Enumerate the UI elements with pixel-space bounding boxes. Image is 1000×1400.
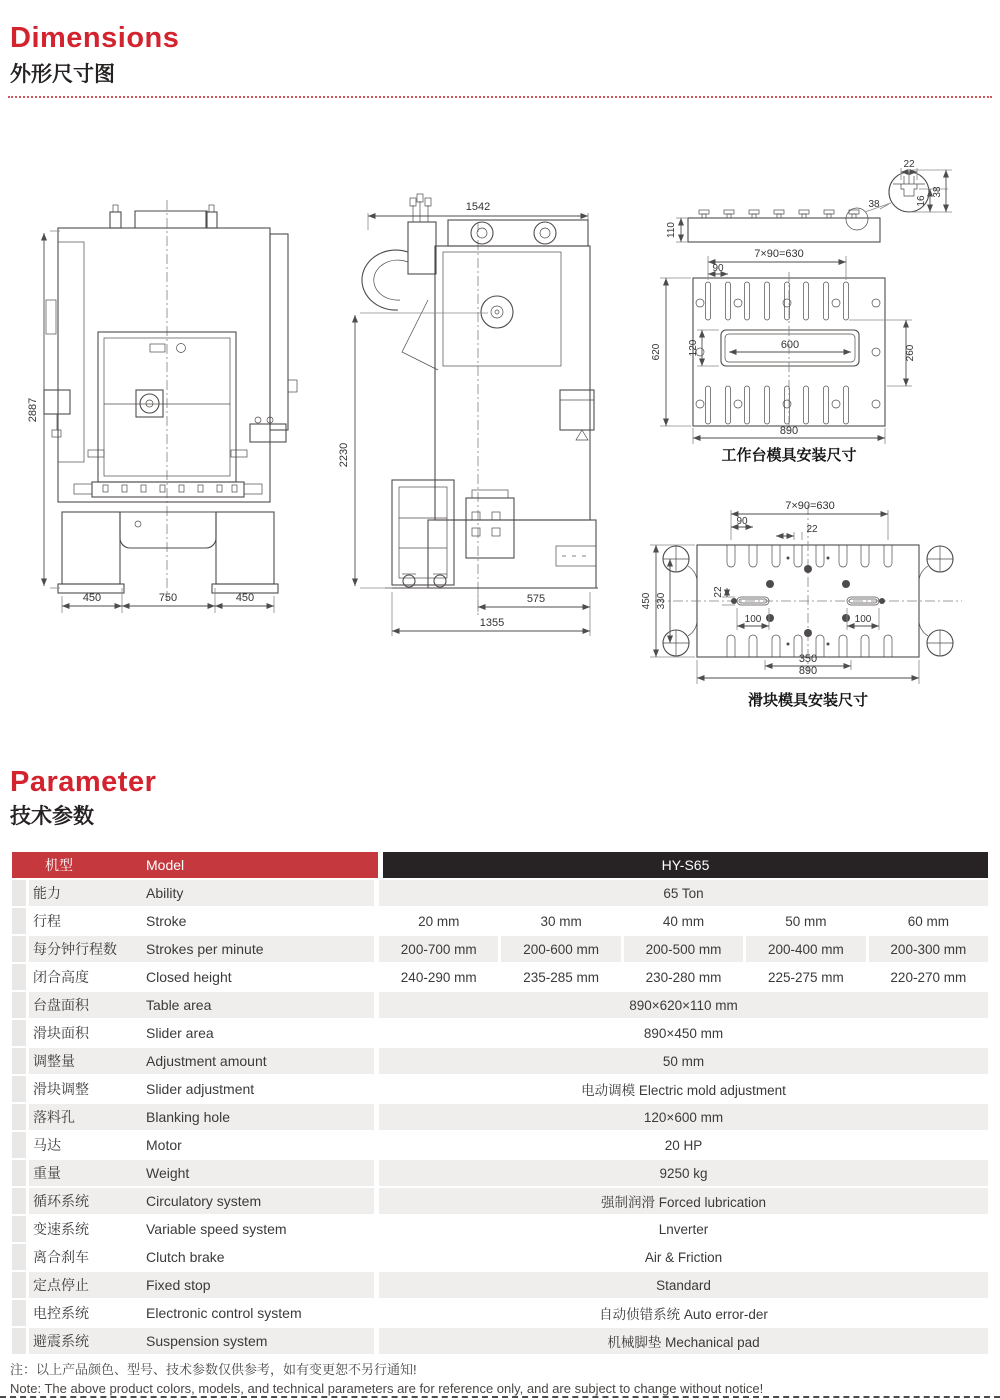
row-accent-stub xyxy=(12,964,26,990)
row-accent-stub xyxy=(12,1216,26,1242)
row-accent-stub xyxy=(12,1328,26,1354)
header-model-en: Model xyxy=(146,852,378,878)
value-cell: 240-290 mm xyxy=(379,964,498,990)
row-label-en: Weight xyxy=(146,1165,190,1181)
row-accent-stub xyxy=(12,1048,26,1074)
value-cell: Standard xyxy=(379,1272,988,1298)
value-cell: 自动侦错系统 Auto error-der xyxy=(379,1300,988,1326)
bolster-bolt-marks xyxy=(103,485,237,492)
value-cell: 20 HP xyxy=(379,1132,988,1158)
dim-foot-center: 750 xyxy=(158,592,178,604)
dim-slider-key-width: 22 xyxy=(713,586,724,598)
footnote-cn: 注：以上产品颜色、型号、技术参数仅供参考，如有变更恕不另行通知! xyxy=(10,1362,417,1377)
value-cell: 40 mm xyxy=(624,908,743,934)
table-row xyxy=(12,908,988,934)
parameter-title: Parameter xyxy=(10,766,157,798)
row-accent-stub xyxy=(12,1244,26,1270)
row-label xyxy=(29,1104,374,1130)
row-values xyxy=(379,880,988,906)
dim-foot-left: 450 xyxy=(82,592,102,604)
row-label-en: Adjustment amount xyxy=(146,1053,267,1069)
dim-slot-length: 600 xyxy=(780,339,800,351)
dim-slider-pitch: 7×90=630 xyxy=(785,500,835,512)
value-cell: 200-300 mm xyxy=(869,936,988,962)
table-row xyxy=(12,1048,988,1074)
dim-detail-d2: 38 xyxy=(932,186,943,198)
row-accent-stub xyxy=(12,1020,26,1046)
row-label-cn: 行程 xyxy=(33,913,61,929)
dim-detail-top: 22 xyxy=(903,159,915,170)
dim-table-width: 890 xyxy=(779,425,799,437)
dim-table-gap: 90 xyxy=(712,263,724,274)
row-label xyxy=(29,1244,374,1270)
row-values xyxy=(379,1216,988,1242)
row-label xyxy=(29,1020,374,1046)
row-values xyxy=(379,1272,988,1298)
row-label-cn: 定点停止 xyxy=(33,1277,89,1293)
table-row xyxy=(12,1244,988,1270)
row-label xyxy=(29,1272,374,1298)
row-accent-stub xyxy=(12,1300,26,1326)
row-accent-stub xyxy=(12,936,26,962)
value-cell: 225-275 mm xyxy=(746,964,865,990)
parameter-table-body xyxy=(12,880,988,1354)
value-cell: 200-500 mm xyxy=(624,936,743,962)
footnote-en: Note: The above product colors, models, and technical parameters are for reference only, and are subject to change without notice! xyxy=(10,1381,764,1396)
value-cell: 120×600 mm xyxy=(379,1104,988,1130)
table-mount-caption: 工作台模具安装尺寸 xyxy=(721,447,857,464)
table-row xyxy=(12,880,988,906)
row-label-en: Slider adjustment xyxy=(146,1081,255,1097)
row-label-cn: 马达 xyxy=(33,1137,61,1153)
row-label-cn: 调整量 xyxy=(33,1053,75,1069)
row-label xyxy=(29,964,374,990)
table-row xyxy=(12,992,988,1018)
footnotes xyxy=(10,1360,990,1398)
row-label-cn: 能力 xyxy=(33,885,61,901)
row-accent-stub xyxy=(12,992,26,1018)
row-accent-stub xyxy=(12,1132,26,1158)
dim-foot-right: 450 xyxy=(235,592,255,604)
table-row xyxy=(12,1020,988,1046)
value-cell: Air & Friction xyxy=(379,1244,988,1270)
front-view-drawing xyxy=(27,200,297,613)
dim-side-top-width: 1542 xyxy=(465,201,491,213)
row-label-cn: 变速系统 xyxy=(33,1221,89,1237)
row-label xyxy=(29,1216,374,1242)
row-label-cn: 循环系统 xyxy=(33,1193,89,1209)
row-label-en: Variable speed system xyxy=(146,1221,287,1237)
value-cell: 200-400 mm xyxy=(746,936,865,962)
dim-slider-gap: 90 xyxy=(736,516,748,527)
value-cell: 230-280 mm xyxy=(624,964,743,990)
dim-slider-width: 890 xyxy=(798,665,818,677)
row-accent-stub xyxy=(12,1188,26,1214)
row-label-cn: 闭合高度 xyxy=(33,969,89,985)
dim-detail-d1: 16 xyxy=(916,195,927,207)
value-cell: 强制润滑 Forced lubrication xyxy=(379,1188,988,1214)
table-row xyxy=(12,1272,988,1298)
dim-side-height: 2230 xyxy=(338,442,350,468)
row-values xyxy=(379,936,988,962)
row-accent-stub xyxy=(12,1104,26,1130)
row-values xyxy=(379,1048,988,1074)
dim-slider-key-right: 100 xyxy=(854,614,872,625)
dim-slider-hole-span: 350 xyxy=(798,653,818,665)
slider-mount-drawing xyxy=(641,500,962,709)
row-label-en: Closed height xyxy=(146,969,232,985)
parameter-table xyxy=(12,852,988,1356)
dim-table-row-span: 260 xyxy=(905,344,916,362)
dim-slider-center-gap: 22 xyxy=(806,524,818,535)
dim-table-thickness: 110 xyxy=(666,222,677,238)
row-values xyxy=(379,1020,988,1046)
row-values xyxy=(379,1104,988,1130)
row-label-en: Circulatory system xyxy=(146,1193,262,1209)
value-cell: 50 mm xyxy=(746,908,865,934)
dim-slider-inner-depth: 330 xyxy=(656,592,667,610)
row-label-cn: 台盘面积 xyxy=(33,997,89,1013)
t-slot-symbols xyxy=(699,210,859,218)
value-cell: 890×620×110 mm xyxy=(379,992,988,1018)
dim-table-depth: 620 xyxy=(651,343,662,361)
row-label-en: Clutch brake xyxy=(146,1249,225,1265)
row-values xyxy=(379,992,988,1018)
row-values xyxy=(379,908,988,934)
dim-table-pitch: 7×90=630 xyxy=(754,248,804,260)
dim-side-total: 1355 xyxy=(479,617,505,629)
row-label-en: Fixed stop xyxy=(146,1277,211,1293)
row-label-en: Blanking hole xyxy=(146,1109,231,1125)
row-label-cn: 离合刹车 xyxy=(33,1249,89,1265)
row-accent-stub xyxy=(12,1272,26,1298)
row-label-en: Strokes per minute xyxy=(146,941,264,957)
row-label xyxy=(29,1048,374,1074)
table-row xyxy=(12,936,988,962)
row-label-cn: 避震系统 xyxy=(33,1333,89,1349)
table-slots xyxy=(706,282,849,424)
side-view-drawing xyxy=(338,194,598,636)
row-label xyxy=(29,992,374,1018)
value-cell: 200-600 mm xyxy=(501,936,620,962)
dim-front-height: 2887 xyxy=(27,397,39,423)
row-label-cn: 电控系统 xyxy=(33,1305,89,1321)
row-label-cn: 重量 xyxy=(33,1165,61,1181)
table-row xyxy=(12,1216,988,1242)
table-row xyxy=(12,1300,988,1326)
row-label-cn: 滑块面积 xyxy=(33,1025,89,1041)
table-row xyxy=(12,1104,988,1130)
row-values xyxy=(379,1328,988,1354)
row-label-cn: 落料孔 xyxy=(33,1109,75,1125)
table-row xyxy=(12,1188,988,1214)
row-label-en: Electronic control system xyxy=(146,1305,302,1321)
value-cell: Lnverter xyxy=(379,1216,988,1242)
row-label-en: Suspension system xyxy=(146,1333,268,1349)
dim-detail-left: 38 xyxy=(868,199,880,210)
row-label-cn: 滑块调整 xyxy=(33,1081,89,1097)
row-values xyxy=(379,964,988,990)
value-cell: 65 Ton xyxy=(379,880,988,906)
row-label-en: Table area xyxy=(146,997,212,1013)
value-cell: 220-270 mm xyxy=(869,964,988,990)
dimensions-subtitle-cn: 外形尺寸图 xyxy=(10,63,115,86)
header-model-cn: 机型 xyxy=(12,852,146,878)
value-cell: 30 mm xyxy=(501,908,620,934)
value-cell: 890×450 mm xyxy=(379,1020,988,1046)
value-cell: 235-285 mm xyxy=(501,964,620,990)
table-mount-drawing xyxy=(651,159,952,464)
table-bolt-holes xyxy=(696,299,880,408)
row-label-cn: 每分钟行程数 xyxy=(33,941,117,957)
row-values xyxy=(379,1160,988,1186)
row-label xyxy=(29,1076,374,1102)
value-cell: 60 mm xyxy=(869,908,988,934)
value-cell: 20 mm xyxy=(379,908,498,934)
row-label-en: Slider area xyxy=(146,1025,214,1041)
value-cell: 50 mm xyxy=(379,1048,988,1074)
slider-mount-caption: 滑块模具安装尺寸 xyxy=(747,692,869,709)
row-accent-stub xyxy=(12,880,26,906)
row-accent-stub xyxy=(12,908,26,934)
header-model-value: HY-S65 xyxy=(383,852,988,878)
row-label-en: Stroke xyxy=(146,913,187,929)
value-cell: 9250 kg xyxy=(379,1160,988,1186)
dim-slider-depth: 450 xyxy=(641,592,652,610)
row-accent-stub xyxy=(12,1076,26,1102)
dimensions-title: Dimensions xyxy=(10,22,180,54)
table-header-row xyxy=(12,852,988,878)
row-label xyxy=(29,1300,374,1326)
table-row xyxy=(12,1076,988,1102)
table-row xyxy=(12,1160,988,1186)
row-values xyxy=(379,1300,988,1326)
table-row xyxy=(12,964,988,990)
row-label xyxy=(29,880,374,906)
table-row xyxy=(12,1132,988,1158)
row-values xyxy=(379,1076,988,1102)
row-values xyxy=(379,1244,988,1270)
row-label xyxy=(29,1132,374,1158)
row-label-en: Ability xyxy=(146,885,184,901)
dim-table-slot-width: 120 xyxy=(688,339,699,357)
value-cell: 电动调模 Electric mold adjustment xyxy=(379,1076,988,1102)
bottom-dashed-divider xyxy=(0,1396,1000,1398)
dim-slider-key-left: 100 xyxy=(744,614,762,625)
parameter-subtitle-cn: 技术参数 xyxy=(10,805,94,828)
row-label xyxy=(29,936,374,962)
dim-side-offset: 575 xyxy=(526,593,546,605)
row-label xyxy=(29,908,374,934)
table-row xyxy=(12,1328,988,1354)
value-cell: 机械脚垫 Mechanical pad xyxy=(379,1328,988,1354)
row-label xyxy=(29,1328,374,1354)
row-values xyxy=(379,1132,988,1158)
row-label xyxy=(29,1188,374,1214)
row-label xyxy=(29,1160,374,1186)
row-accent-stub xyxy=(12,1160,26,1186)
value-cell: 200-700 mm xyxy=(379,936,498,962)
row-values xyxy=(379,1188,988,1214)
row-label-en: Motor xyxy=(146,1137,182,1153)
